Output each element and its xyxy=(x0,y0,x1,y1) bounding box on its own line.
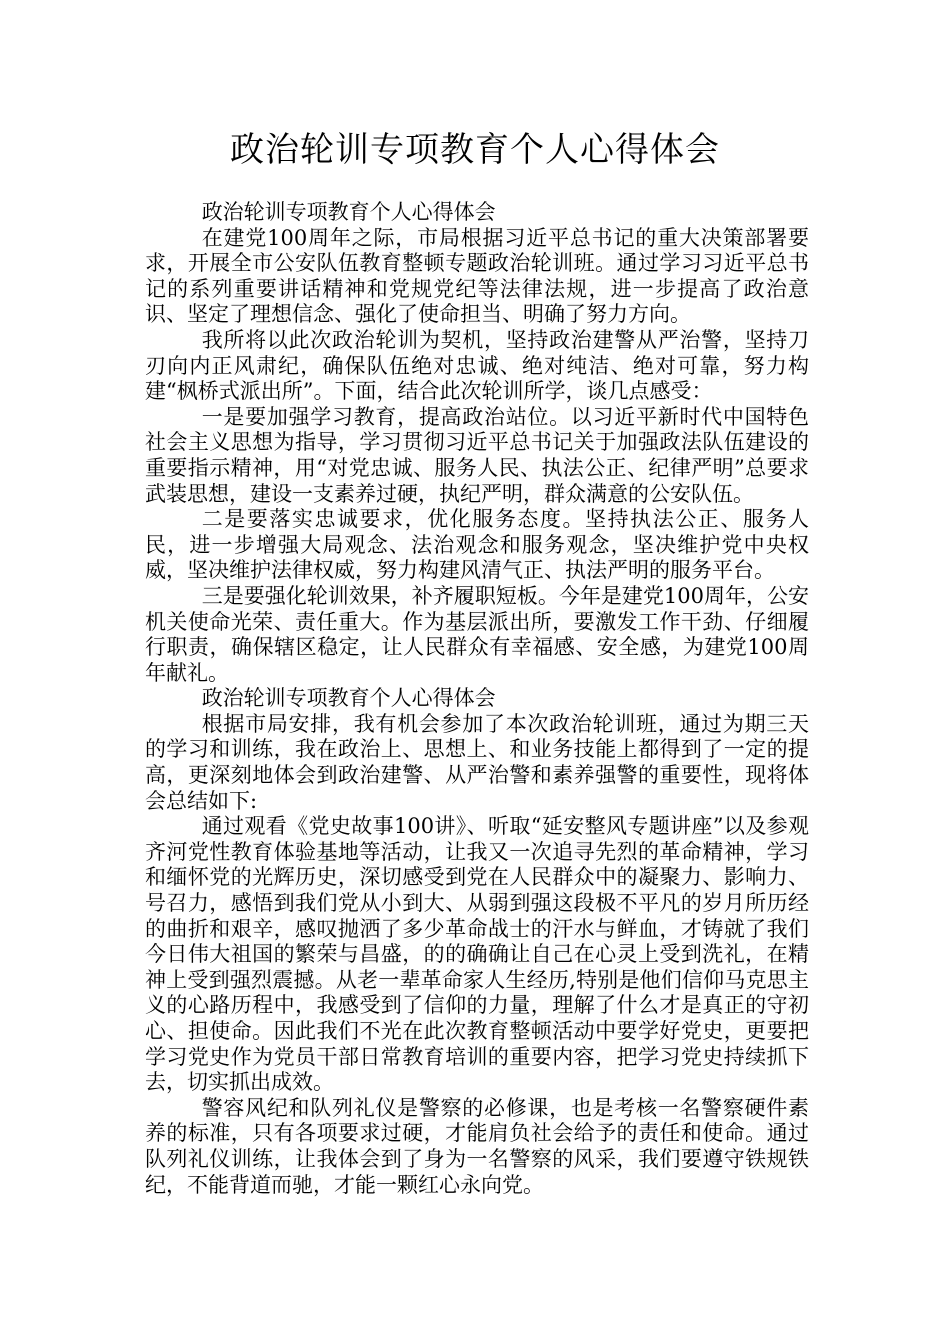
document-title: 政治轮训专项教育个人心得体会 xyxy=(230,130,720,170)
paragraph: 我所将以此次政治轮训为契机，坚持政治建警从严治警，坚持刀刃向内正风肃纪，确保队伍绝对忠诚、绝对纯洁、绝对可靠，努力构建“枫桥式派出所”。下面，结合此次轮训所学，谈几点感受： xyxy=(145,327,809,404)
paragraph: 通过观看《党史故事100讲》、听取“延安整风专题讲座”以及参观齐河党性教育体验基地等活动，让我又一次追寻先烈的革命精神，学习和缅怀党的光辉历史，深切感受到党在人民群众中的凝聚力、影响力、号召力，感悟到我们党从小到大、从弱到强这段极不平凡的岁月所历经的曲折和艰辛，感叹抛洒了多少革命战士的汗水与鲜血，才铸就了我们今日伟大祖国的繁荣与昌盛，的的确确让自己在心灵上受到洗礼，在精神上受到强烈震撼。从老一辈革命家人生经历,特别是他们信仰马克思主义的心路历程中，我感受到了信仰的力量，理解了什么才是真正的守初心、担使命。因此我们不光在此次教育整顿活动中要学好党史，更要把学习党史作为党员干部日常教育培训的重要内容，把学习党史持续抓下去，切实抓出成效。 xyxy=(145,814,809,1095)
paragraph: 警容风纪和队列礼仪是警察的必修课，也是考核一名警察硬件素养的标准，只有各项要求过硬，才能肩负社会给予的责任和使命。通过队列礼仪训练，让我体会到了身为一名警察的风采，我们要遵守铁规铁纪，不能背道而驰，才能一颗红心永向党。 xyxy=(145,1095,809,1197)
paragraph: 二是要落实忠诚要求，优化服务态度。坚持执法公正、服务人民，进一步增强大局观念、法治观念和服务观念，坚决维护党中央权威，坚决维护法律权威，努力构建风清气正、执法严明的服务平台。 xyxy=(145,507,809,583)
paragraph: 在建党100周年之际，市局根据习近平总书记的重大决策部署要求，开展全市公安队伍教育整顿专题政治轮训班。通过学习习近平总书记的系列重要讲话精神和党规党纪等法律法规，进一步提高了政治意识、坚定了理想信念、强化了使命担当、明确了努力方向。 xyxy=(145,225,809,327)
paragraph: 三是要强化轮训效果，补齐履职短板。今年是建党100周年，公安机关使命光荣、责任重大。作为基层派出所，要激发工作干劲、仔细履行职责，确保辖区稳定，让人民群众有幸福感、安全感，为建党100周年献礼。 xyxy=(145,583,809,685)
paragraph: 根据市局安排，我有机会参加了本次政治轮训班，通过为期三天的学习和训练，我在政治上、思想上、和业务技能上都得到了一定的提高，更深刻地体会到政治建警、从严治警和素养强警的重要性，现将体会总结如下: xyxy=(145,711,809,813)
paragraph: 一是要加强学习教育，提高政治站位。以习近平新时代中国特色社会主义思想为指导，学习贯彻习近平总书记关于加强政法队伍建设的重要指示精神，用“对党忠诚、服务人民、执法公正、纪律严明”总要求武装思想，建设一支素养过硬，执纪严明，群众满意的公安队伍。 xyxy=(145,404,809,506)
document-body xyxy=(145,200,809,1198)
section-heading: 政治轮训专项教育个人心得体会 xyxy=(201,200,496,224)
section-heading: 政治轮训专项教育个人心得体会 xyxy=(201,686,496,711)
